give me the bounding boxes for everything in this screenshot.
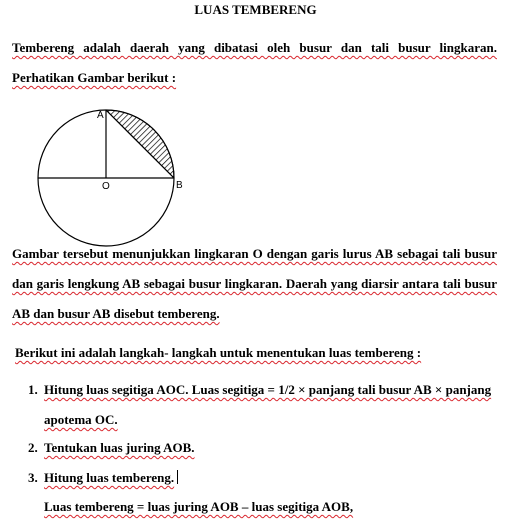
- step-number: 1.: [28, 382, 38, 397]
- formula-line: Luas tembereng = luas juring AOB – luas segitiga AOB,: [44, 499, 354, 514]
- label-o: O: [102, 181, 110, 192]
- step-2: 2. Tentukan luas juring AOB.: [28, 440, 195, 455]
- intro-line-1: Tembereng adalah daerah yang dibatasi oleh busur dan tali busur lingkaran.: [12, 40, 497, 55]
- desc-line-1: Gambar tersebut menunjukkan lingkaran O dengan garis lurus AB sebagai tali busur: [12, 246, 497, 261]
- label-b: B: [176, 180, 183, 191]
- text-cursor[interactable]: [177, 470, 178, 484]
- step-3: 3. Hitung luas tembereng.: [28, 470, 178, 486]
- steps-intro: Berikut ini adalah langkah- langkah untuk menentukan luas tembereng :: [15, 345, 422, 360]
- circle-segment-figure: [36, 104, 186, 264]
- step-number: 3.: [28, 470, 38, 485]
- intro-line-2: Perhatikan Gambar berikut :: [12, 70, 177, 85]
- label-a: A: [97, 110, 104, 121]
- desc-line-3: AB dan busur AB disebut tembereng.: [12, 306, 220, 321]
- step-number: 2.: [28, 440, 38, 455]
- step-1-continued: apotema OC.: [44, 412, 118, 427]
- desc-line-2: dan garis lengkung AB sebagai busur lingkaran. Daerah yang diarsir antara tali busur: [12, 276, 497, 291]
- step-1: 1. Hitung luas segitiga AOC. Luas segitiga = 1/2 × panjang tali busur AB × panjang: [28, 382, 492, 397]
- page-title: LUAS TEMBERENG: [194, 2, 317, 17]
